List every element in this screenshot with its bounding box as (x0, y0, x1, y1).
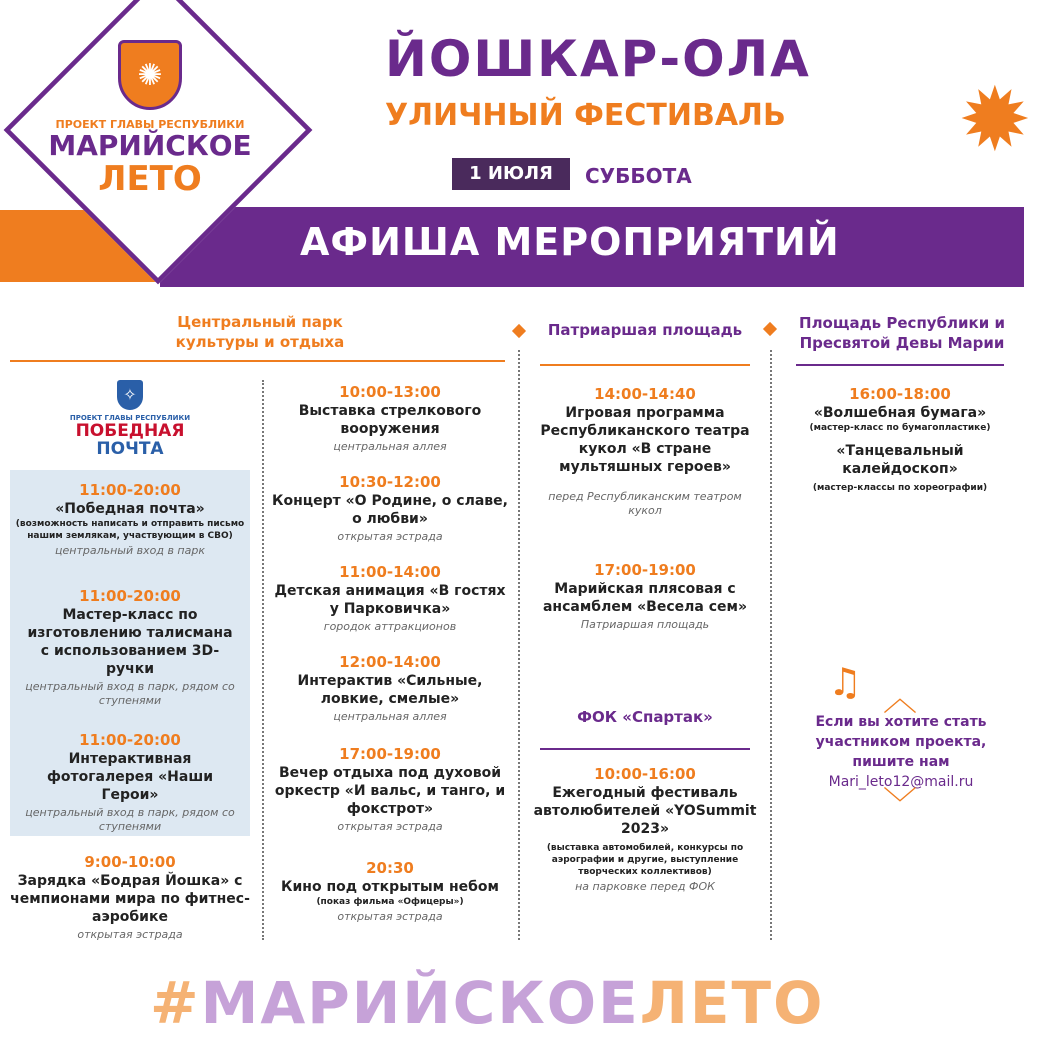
event-title: Ежегодный фестиваль автолюбителей «YOSummit 2023» (533, 785, 757, 837)
column-heading-republic: Площадь Республики и Пресвятой Девы Марии (799, 314, 1005, 352)
weekday: СУББОТА (585, 164, 692, 188)
event-item (272, 382, 508, 454)
event-note: (мастер-класс по бумагопластике) (809, 423, 991, 433)
event-title: Марийская плясовая с ансамблем «Весела сем» (542, 581, 747, 615)
event-item (272, 562, 508, 634)
event-place: центральный вход в парк, рядом со ступенями (25, 680, 235, 707)
event-item (540, 560, 750, 632)
event-item (10, 852, 250, 942)
event-title: «Танцевальный калейдоскоп» (836, 443, 964, 477)
event-place: открытая эстрада (337, 910, 443, 923)
event-time: 11:00-20:00 (79, 587, 181, 605)
event-note: (выставка автомобилей, конкурсы по аэрографии и другие, выступление творческих коллективов) (546, 843, 744, 877)
logo-brand-1: МАРИЙСКОЕ (48, 129, 252, 162)
event-place: центральный вход в парк, рядом со ступенями (25, 806, 235, 833)
event-time: 11:00-14:00 (339, 563, 441, 581)
hashtag-part-1: МАРИЙСКОЕ (200, 969, 640, 1037)
event-title: «Победная почта» (55, 501, 205, 517)
pobeda-line-1: ПОБЕДНАЯ (75, 421, 185, 441)
event-place: городок аттракционов (323, 620, 457, 633)
hashtag-footer (150, 970, 1050, 1036)
event-item (272, 652, 508, 724)
event-item (272, 472, 508, 544)
event-item (540, 384, 750, 518)
event-title: Мастер-класс по изготовлению талисмана с использованием 3D-ручки (27, 607, 233, 677)
date-badge: 1 ИЮЛЯ (452, 158, 570, 190)
event-title: Игровая программа Республиканского театра кукол «В стране мультяшных героев» (540, 405, 750, 475)
event-time: 10:00-16:00 (594, 765, 696, 783)
column-separator (262, 380, 264, 940)
sun-shield-icon: ✺ (118, 40, 182, 110)
contact-email[interactable]: Mari_leto12@mail.ru (828, 774, 974, 790)
event-time: 17:00-19:00 (594, 561, 696, 579)
event-item (272, 744, 508, 834)
event-title: Выставка стрелкового вооружения (298, 403, 482, 437)
fok-heading: ФОК «Спартак» (577, 708, 713, 726)
event-title: «Волшебная бумага» (813, 405, 987, 421)
event-title: Зарядка «Бодрая Йошка» с чемпионами мира по фитнес-аэробике (10, 873, 250, 925)
chevron-icon: ︿ (883, 679, 917, 719)
event-item (786, 384, 1014, 494)
event-place: на парковке перед ФОК (575, 880, 715, 893)
event-time: 10:30-12:00 (339, 473, 441, 491)
event-note: (показ фильма «Офицеры») (316, 897, 464, 907)
event-time: 14:00-14:40 (594, 385, 696, 403)
divider (10, 360, 505, 362)
event-place: открытая эстрада (77, 928, 183, 941)
event-item (272, 858, 508, 924)
pobeda-logo (60, 380, 200, 458)
event-place: центральная аллея (333, 710, 447, 723)
event-item (14, 480, 246, 558)
pobeda-line-2: ПОЧТА (96, 439, 164, 459)
event-place: открытая эстрада (337, 530, 443, 543)
event-time: 9:00-10:00 (84, 853, 176, 871)
hashtag-part-2: ЛЕТО (639, 969, 825, 1037)
event-note: (возможность написать и отправить письмо нашим землякам, участвующим в СВО) (15, 519, 245, 541)
festival-subtitle: УЛИЧНЫЙ ФЕСТИВАЛЬ (385, 98, 786, 133)
city-title: ЙОШКАР-ОЛА (385, 30, 811, 88)
event-time: 20:30 (366, 859, 414, 877)
diamond-marker (512, 324, 526, 338)
logo-project-line: ПРОЕКТ ГЛАВЫ РЕСПУБЛИКИ (55, 118, 245, 131)
event-item (20, 730, 240, 834)
event-time: 10:00-13:00 (339, 383, 441, 401)
event-time: 12:00-14:00 (339, 653, 441, 671)
event-title: Кино под открытым небом (281, 879, 499, 895)
column-heading-park: Центральный парк культуры и отдыха (175, 313, 345, 351)
event-time: 17:00-19:00 (339, 745, 441, 763)
column-separator (770, 350, 772, 940)
event-time: 16:00-18:00 (849, 385, 951, 403)
column-separator (518, 350, 520, 940)
event-place: центральный вход в парк (55, 544, 205, 557)
hashtag-hash: # (150, 969, 201, 1037)
diamond-marker (763, 322, 777, 336)
event-title: Концерт «О Родине, о славе, о любви» (272, 493, 508, 527)
event-item (24, 586, 236, 708)
banner-title: АФИША МЕРОПРИЯТИЙ (300, 220, 840, 264)
event-place: открытая эстрада (337, 820, 443, 833)
divider (540, 364, 750, 366)
sun-ornament-icon: ✹ (958, 68, 1032, 171)
contact-text: Если вы хотите стать участником проекта, пишите нам (815, 714, 987, 770)
event-item (532, 764, 758, 894)
event-place: центральная аллея (333, 440, 447, 453)
pobeda-project-line: ПРОЕКТ ГЛАВЫ РЕСПУБЛИКИ (69, 414, 191, 422)
dancer-icon: ♫ (828, 660, 863, 704)
event-place: перед Республиканским театром кукол (548, 490, 742, 517)
logo-brand-2: ЛЕТО (98, 159, 202, 199)
event-time: 11:00-20:00 (79, 731, 181, 749)
contact-block (796, 712, 1006, 792)
column-heading-patriarch: Патриаршая площадь (547, 321, 743, 339)
event-place: Патриаршая площадь (580, 618, 710, 631)
event-title: Интерактив «Сильные, ловкие, смелые» (297, 673, 483, 707)
event-title: Интерактивная фотогалерея «Наши Герои» (46, 751, 214, 803)
event-note: (мастер-классы по хореографии) (812, 483, 988, 493)
chevron-icon: ﹀ (883, 785, 917, 825)
shield-icon: ✧ (117, 380, 143, 410)
event-title: Детская анимация «В гостях у Парковичка» (274, 583, 506, 617)
event-time: 11:00-20:00 (79, 481, 181, 499)
divider (796, 364, 1004, 366)
event-title: Вечер отдыха под духовой оркестр «И вальс, и танго, и фокстрот» (274, 765, 506, 817)
divider (540, 748, 750, 750)
brand-logo (20, 40, 280, 197)
